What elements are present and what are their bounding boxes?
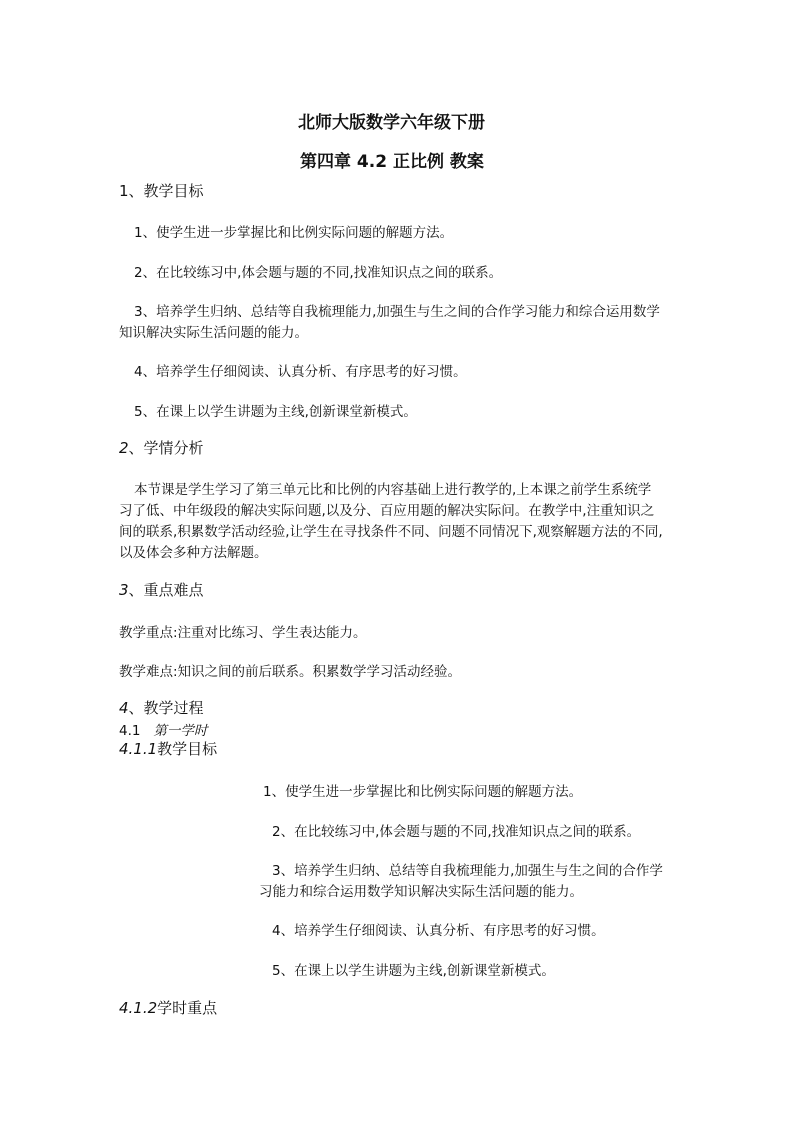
doc-subtitle: 第四章 4.2 正比例 教案 bbox=[300, 152, 484, 172]
s4-item-2: 2、在比较练习中,体会题与题的不同,找准知识点之间的联系。 bbox=[272, 824, 641, 840]
s4-item-3: 3、培养学生归纳、总结等自我梳理能力,加强生与生之间的合作学 bbox=[272, 863, 663, 879]
s3-line-2: 教学难点:知识之间的前后联系。积累数学学习活动经验。 bbox=[119, 664, 462, 680]
s1-item-1: 1、使学生进一步掌握比和比例实际问题的解题方法。 bbox=[134, 225, 454, 241]
section-2-heading: 2、学情分析 bbox=[119, 439, 204, 457]
s1-item-2: 2、在比较练习中,体会题与题的不同,找准知识点之间的联系。 bbox=[134, 265, 503, 281]
s2-line-1: 本节课是学生学习了第三单元比和比例的内容基础上进行教学的,上本课之前学生系统学 bbox=[134, 482, 652, 498]
s1-item-3: 3、培养学生归纳、总结等自我梳理能力,加强生与生之间的合作学习能力和综合运用数学 bbox=[134, 304, 660, 320]
section-4-heading: 4、教学过程 bbox=[119, 699, 204, 717]
s4-item-5: 5、在课上以学生讲题为主线,创新课堂新模式。 bbox=[272, 963, 555, 979]
s1-item-3-cont: 知识解决实际生活问题的能力。 bbox=[119, 325, 308, 341]
s2-line-2: 习了低、中年级段的解决实际问题,以及分、百应用题的解决实际问。在教学中,注重知识之 bbox=[119, 503, 655, 519]
s1-item-5: 5、在课上以学生讲题为主线,创新课堂新模式。 bbox=[134, 404, 417, 420]
s1-item-4: 4、培养学生仔细阅读、认真分析、有序思考的好习惯。 bbox=[134, 364, 467, 380]
s4-item-4: 4、培养学生仔细阅读、认真分析、有序思考的好习惯。 bbox=[272, 923, 605, 939]
section-3-heading: 3、重点难点 bbox=[119, 581, 204, 599]
s4-subheading-4-1-2: 4.1.2学时重点 bbox=[119, 999, 218, 1017]
s4-subheading-4-1: 4.1 第一学时 bbox=[119, 723, 208, 739]
s3-line-1: 教学重点:注重对比练习、学生表达能力。 bbox=[119, 625, 367, 641]
doc-title: 北师大版数学六年级下册 bbox=[298, 113, 485, 133]
s2-line-3: 间的联系,积累数学活动经验,让学生在寻找条件不同、问题不同情况下,观察解题方法的不同, bbox=[119, 524, 663, 540]
section-1-heading: 1、教学目标 bbox=[119, 182, 204, 200]
s2-line-4: 以及体会多种方法解题。 bbox=[119, 545, 268, 561]
s4-subheading-4-1-1: 4.1.1教学目标 bbox=[119, 740, 218, 758]
s4-item-3-cont: 习能力和综合运用数学知识解决实际生活问题的能力。 bbox=[259, 884, 583, 900]
s4-item-1: 1、使学生进一步掌握比和比例实际问题的解题方法。 bbox=[263, 784, 583, 800]
